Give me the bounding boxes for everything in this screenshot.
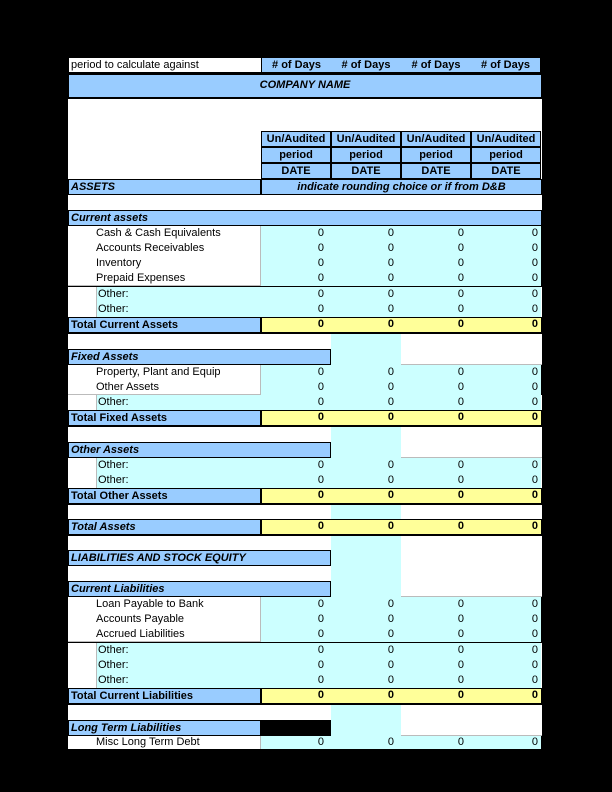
value-cell[interactable]: 0 <box>261 226 331 241</box>
value-cell[interactable]: 0 <box>261 458 331 473</box>
current-assets-title-row <box>68 210 542 226</box>
period-col-4[interactable]: period <box>471 147 541 163</box>
value-cell[interactable]: 0 <box>331 365 401 380</box>
spacer-cell <box>331 720 401 736</box>
value-cell[interactable]: 0 <box>471 658 541 673</box>
total-value: 0 <box>387 318 394 330</box>
total-value: 0 <box>457 520 464 532</box>
spacer-cell <box>401 720 542 736</box>
table-row <box>68 673 542 688</box>
table-row <box>68 612 542 627</box>
value-cell[interactable]: 0 <box>331 597 401 612</box>
spacer <box>68 427 542 442</box>
other-input[interactable]: Other: <box>96 302 261 317</box>
spacer <box>68 195 542 210</box>
value-cell[interactable]: 0 <box>261 302 331 317</box>
table-row <box>68 643 542 658</box>
total-row <box>68 688 542 704</box>
value-cell[interactable]: 0 <box>331 736 401 749</box>
value-cell[interactable]: 0 <box>401 458 471 473</box>
value-cell[interactable]: 0 <box>471 287 541 302</box>
spacer <box>68 566 542 581</box>
table-row <box>68 302 542 317</box>
value-cell[interactable]: 0 <box>401 271 471 286</box>
value-cell[interactable]: 0 <box>401 302 471 317</box>
total-value: 0 <box>317 689 324 701</box>
table-row <box>68 256 542 271</box>
company-name[interactable]: COMPANY NAME <box>68 74 542 98</box>
value-cell[interactable]: 0 <box>471 241 541 256</box>
table-row <box>68 458 542 473</box>
value-cell[interactable]: 0 <box>401 256 471 271</box>
value-cell[interactable]: 0 <box>401 627 471 642</box>
value-cell[interactable]: 0 <box>401 287 471 302</box>
value-cell[interactable]: 0 <box>471 365 541 380</box>
value-cell[interactable]: 0 <box>331 627 401 642</box>
value-cell[interactable]: 0 <box>261 597 331 612</box>
period-col-3[interactable]: period <box>401 147 471 163</box>
total-row <box>68 317 542 333</box>
total-value: 0 <box>531 318 538 330</box>
date-col-3[interactable]: DATE <box>401 163 471 179</box>
value-cell[interactable]: 0 <box>261 241 331 256</box>
value-cell[interactable]: 0 <box>261 658 331 673</box>
spacer-cell <box>401 550 542 566</box>
other-assets-title: Other Assets <box>68 442 331 458</box>
value-cell[interactable]: 0 <box>401 736 471 749</box>
total-value: 0 <box>531 411 538 423</box>
current-liabilities-title-row <box>68 581 542 597</box>
row-label: Cash & Cash Equivalents <box>68 226 261 241</box>
rounding-note[interactable]: indicate rounding choice or if from D&B <box>261 179 542 195</box>
total-row <box>68 410 542 426</box>
value-cell[interactable]: 0 <box>401 643 471 658</box>
spacer-cell <box>331 566 401 581</box>
current-liabilities-title: Current Liabilities <box>68 581 331 597</box>
row-label: Accounts Receivables <box>68 241 261 256</box>
other-input[interactable]: Other: <box>96 473 261 488</box>
other-input[interactable]: Other: <box>96 658 261 673</box>
company-row <box>68 74 542 98</box>
value-cell[interactable]: 0 <box>331 302 401 317</box>
audit-col-1[interactable]: Un/Audited <box>261 131 331 147</box>
spacer-cell <box>401 442 542 458</box>
value-cell[interactable]: 0 <box>471 597 541 612</box>
value-cell[interactable]: 0 <box>261 395 331 410</box>
row-label: Property, Plant and Equip <box>68 365 261 380</box>
total-assets-row <box>68 519 542 535</box>
row-label: Other Assets <box>68 380 261 395</box>
total-value: 0 <box>317 489 324 501</box>
total-value: 0 <box>317 411 324 423</box>
row-label: Accrued Liabilities <box>68 627 261 642</box>
table-row <box>68 658 542 673</box>
table-row <box>68 226 542 241</box>
total-value: 0 <box>387 411 394 423</box>
date-col-4[interactable]: DATE <box>471 163 541 179</box>
value-cell[interactable]: 0 <box>471 673 541 688</box>
black-cell <box>261 720 331 736</box>
value-cell[interactable]: 0 <box>331 395 401 410</box>
spacer-cell <box>331 536 401 550</box>
long-term-liabilities-title: Long Term Liabilities <box>68 720 261 736</box>
total-value: 0 <box>317 318 324 330</box>
days-header-row <box>68 57 542 73</box>
spacer <box>68 505 542 519</box>
long-term-title-row <box>68 720 542 736</box>
value-cell[interactable]: 0 <box>401 612 471 627</box>
value-cell[interactable]: 0 <box>471 458 541 473</box>
value-cell[interactable]: 0 <box>401 380 471 395</box>
table-row <box>68 365 542 380</box>
days-col-1[interactable]: # of Days <box>261 57 331 73</box>
days-col-2[interactable]: # of Days <box>331 57 401 73</box>
value-cell[interactable]: 0 <box>331 458 401 473</box>
spacer-cell <box>331 442 401 458</box>
table-row <box>68 597 542 612</box>
date-col-2[interactable]: DATE <box>331 163 401 179</box>
blank-area <box>68 99 542 131</box>
spacer-cell <box>331 705 401 720</box>
value-cell[interactable]: 0 <box>471 736 541 749</box>
audit-header-block <box>68 131 542 179</box>
total-value: 0 <box>531 689 538 701</box>
value-cell[interactable]: 0 <box>401 658 471 673</box>
table-row <box>68 627 542 642</box>
audit-col-4[interactable]: Un/Audited <box>471 131 541 147</box>
value-cell[interactable]: 0 <box>471 380 541 395</box>
other-input[interactable]: Other: <box>96 643 261 658</box>
spacer-cell <box>331 427 401 442</box>
value-cell[interactable]: 0 <box>471 395 541 410</box>
value-cell[interactable]: 0 <box>331 271 401 286</box>
spacer-cell <box>331 349 401 365</box>
days-col-4[interactable]: # of Days <box>471 57 541 73</box>
fixed-assets-title-row <box>68 349 542 365</box>
value-cell[interactable]: 0 <box>261 627 331 642</box>
total-label: Total Fixed Assets <box>68 410 261 426</box>
other-assets-title-row <box>68 442 542 458</box>
value-cell[interactable]: 0 <box>261 256 331 271</box>
spacer <box>68 705 542 720</box>
spacer-cell <box>401 349 542 365</box>
other-input[interactable]: Other: <box>96 458 261 473</box>
value-cell[interactable]: 0 <box>401 473 471 488</box>
value-cell[interactable]: 0 <box>331 287 401 302</box>
spacer <box>68 536 542 550</box>
value-cell[interactable]: 0 <box>401 673 471 688</box>
table-row <box>68 736 542 749</box>
table-row <box>68 395 542 410</box>
table-row <box>68 271 542 286</box>
spacer-cell <box>331 550 401 566</box>
table-row <box>68 380 542 395</box>
spacer-cell <box>331 334 401 349</box>
row-label: Misc Long Term Debt <box>68 736 261 749</box>
period-col-2[interactable]: period <box>331 147 401 163</box>
total-value: 0 <box>457 489 464 501</box>
row-label: Inventory <box>68 256 261 271</box>
liabilities-title-row <box>68 550 542 566</box>
spacer-cell <box>331 581 401 597</box>
value-cell[interactable]: 0 <box>401 241 471 256</box>
value-cell[interactable]: 0 <box>471 271 541 286</box>
value-cell[interactable]: 0 <box>401 597 471 612</box>
value-cell[interactable]: 0 <box>331 256 401 271</box>
other-input[interactable]: Other: <box>96 673 261 688</box>
value-cell[interactable]: 0 <box>261 643 331 658</box>
value-cell[interactable]: 0 <box>331 241 401 256</box>
assets-title-row <box>68 179 542 195</box>
table-row <box>68 287 542 302</box>
row-label: Loan Payable to Bank <box>68 597 261 612</box>
value-cell[interactable]: 0 <box>471 643 541 658</box>
total-label: Total Current Liabilities <box>68 688 261 704</box>
total-label: Total Other Assets <box>68 488 261 504</box>
total-value: 0 <box>387 689 394 701</box>
value-cell[interactable]: 0 <box>331 473 401 488</box>
value-cell[interactable]: 0 <box>331 380 401 395</box>
value-cell[interactable]: 0 <box>471 612 541 627</box>
total-row <box>68 488 542 504</box>
table-row <box>68 241 542 256</box>
value-cell[interactable]: 0 <box>261 473 331 488</box>
value-cell[interactable]: 0 <box>401 365 471 380</box>
spacer-cell <box>401 581 542 597</box>
total-value: 0 <box>317 520 324 532</box>
total-assets-label: Total Assets <box>68 519 261 535</box>
spacer-cell <box>331 505 401 519</box>
other-input[interactable]: Other: <box>96 395 261 410</box>
days-col-3[interactable]: # of Days <box>401 57 471 73</box>
total-value: 0 <box>457 318 464 330</box>
row-label: Prepaid Expenses <box>68 271 261 286</box>
value-cell[interactable]: 0 <box>471 226 541 241</box>
total-value: 0 <box>457 689 464 701</box>
total-value: 0 <box>387 489 394 501</box>
total-value: 0 <box>457 411 464 423</box>
value-cell[interactable]: 0 <box>261 380 331 395</box>
value-cell[interactable]: 0 <box>261 736 331 749</box>
value-cell[interactable]: 0 <box>331 612 401 627</box>
total-value: 0 <box>531 489 538 501</box>
period-col-1[interactable]: period <box>261 147 331 163</box>
total-label: Total Current Assets <box>68 317 261 333</box>
assets-title: ASSETS <box>68 179 261 195</box>
value-cell[interactable]: 0 <box>401 395 471 410</box>
audit-col-3[interactable]: Un/Audited <box>401 131 471 147</box>
value-cell[interactable]: 0 <box>471 256 541 271</box>
period-label[interactable]: period to calculate against <box>68 57 261 73</box>
value-cell[interactable]: 0 <box>471 627 541 642</box>
value-cell[interactable]: 0 <box>261 287 331 302</box>
value-cell[interactable]: 0 <box>331 658 401 673</box>
value-cell[interactable]: 0 <box>261 612 331 627</box>
fixed-assets-title: Fixed Assets <box>68 349 331 365</box>
value-cell[interactable]: 0 <box>471 302 541 317</box>
date-col-1[interactable]: DATE <box>261 163 331 179</box>
row-label: Accounts Payable <box>68 612 261 627</box>
liabilities-title: LIABILITIES AND STOCK EQUITY <box>68 550 331 566</box>
spacer <box>68 334 542 349</box>
value-cell[interactable]: 0 <box>331 673 401 688</box>
current-assets-title: Current assets <box>68 210 542 226</box>
other-input[interactable]: Other: <box>96 287 261 302</box>
value-cell[interactable]: 0 <box>401 226 471 241</box>
value-cell[interactable]: 0 <box>331 643 401 658</box>
audit-col-2[interactable]: Un/Audited <box>331 131 401 147</box>
value-cell[interactable]: 0 <box>471 473 541 488</box>
value-cell[interactable]: 0 <box>261 271 331 286</box>
value-cell[interactable]: 0 <box>261 365 331 380</box>
table-row <box>68 473 542 488</box>
value-cell[interactable]: 0 <box>331 226 401 241</box>
total-value: 0 <box>387 520 394 532</box>
value-cell[interactable]: 0 <box>261 673 331 688</box>
total-value: 0 <box>531 520 538 532</box>
